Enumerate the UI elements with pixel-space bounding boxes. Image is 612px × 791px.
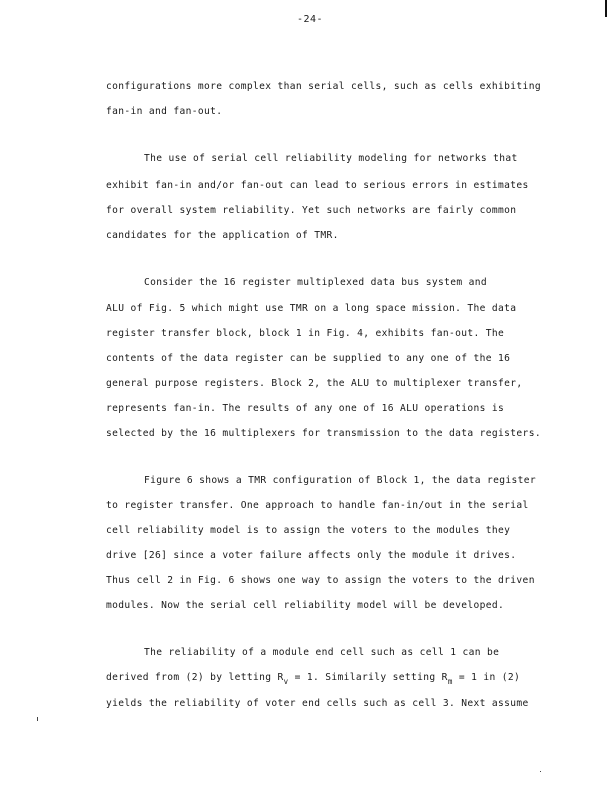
text-line: Consider the 16 register multiplexed data bus system and: [144, 277, 488, 288]
text-line: register transfer block, block 1 in Fig. 4, exhibits fan-out. The: [106, 328, 505, 339]
text-line: contents of the data register can be supplied to any one of the 16: [106, 353, 511, 364]
text-line: drive [26] since a voter failure affects only the module it drives.: [106, 550, 517, 561]
text-line: candidates for the application of TMR.: [106, 230, 339, 241]
text-line: cell reliability model is to assign the voters to the modules they: [106, 525, 511, 536]
text-line: exhibit fan-in and/or fan-out can lead to serious errors in estimates: [106, 180, 529, 191]
text-line: configurations more complex than serial cells, such as cells exhibiting: [106, 81, 541, 92]
text-line: The use of serial cell reliability modeling for networks that: [144, 153, 518, 164]
subscript-v: v: [283, 677, 289, 686]
text-line: selected by the 16 multiplexers for transmission to the data registers.: [106, 428, 541, 439]
text-line-with-subscripts: [106, 672, 520, 684]
text-line: ALU of Fig. 5 which might use TMR on a long space mission. The data: [106, 303, 517, 314]
text-segment: = 1. Similarily setting R: [288, 672, 448, 683]
text-line: Figure 6 shows a TMR configuration of Block 1, the data register: [144, 475, 537, 486]
text-line: for overall system reliability. Yet such networks are fairly common: [106, 205, 517, 216]
text-line: yields the reliability of voter end cells such as cell 3. Next assume: [106, 698, 529, 709]
text-line: fan-in and fan-out.: [106, 106, 223, 117]
scan-speck: [540, 771, 541, 772]
text-line: represents fan-in. The results of any one of 16 ALU operations is: [106, 403, 505, 414]
text-line: to register transfer. One approach to handle fan-in/out in the serial: [106, 500, 529, 511]
text-line: modules. Now the serial cell reliability model will be developed.: [106, 600, 505, 611]
text-segment: derived from (2) by letting R: [106, 672, 284, 683]
scan-speck: [37, 717, 38, 721]
text-segment: = 1 in (2): [452, 672, 521, 683]
text-line: The reliability of a module end cell such as cell 1 can be: [144, 647, 500, 658]
page-number: -24-: [297, 14, 324, 25]
page-edge-mark: [605, 0, 607, 17]
text-line: general purpose registers. Block 2, the ALU to multiplexer transfer,: [106, 378, 523, 389]
text-line: Thus cell 2 in Fig. 6 shows one way to assign the voters to the driven: [106, 575, 535, 586]
subscript-m: m: [447, 677, 453, 686]
